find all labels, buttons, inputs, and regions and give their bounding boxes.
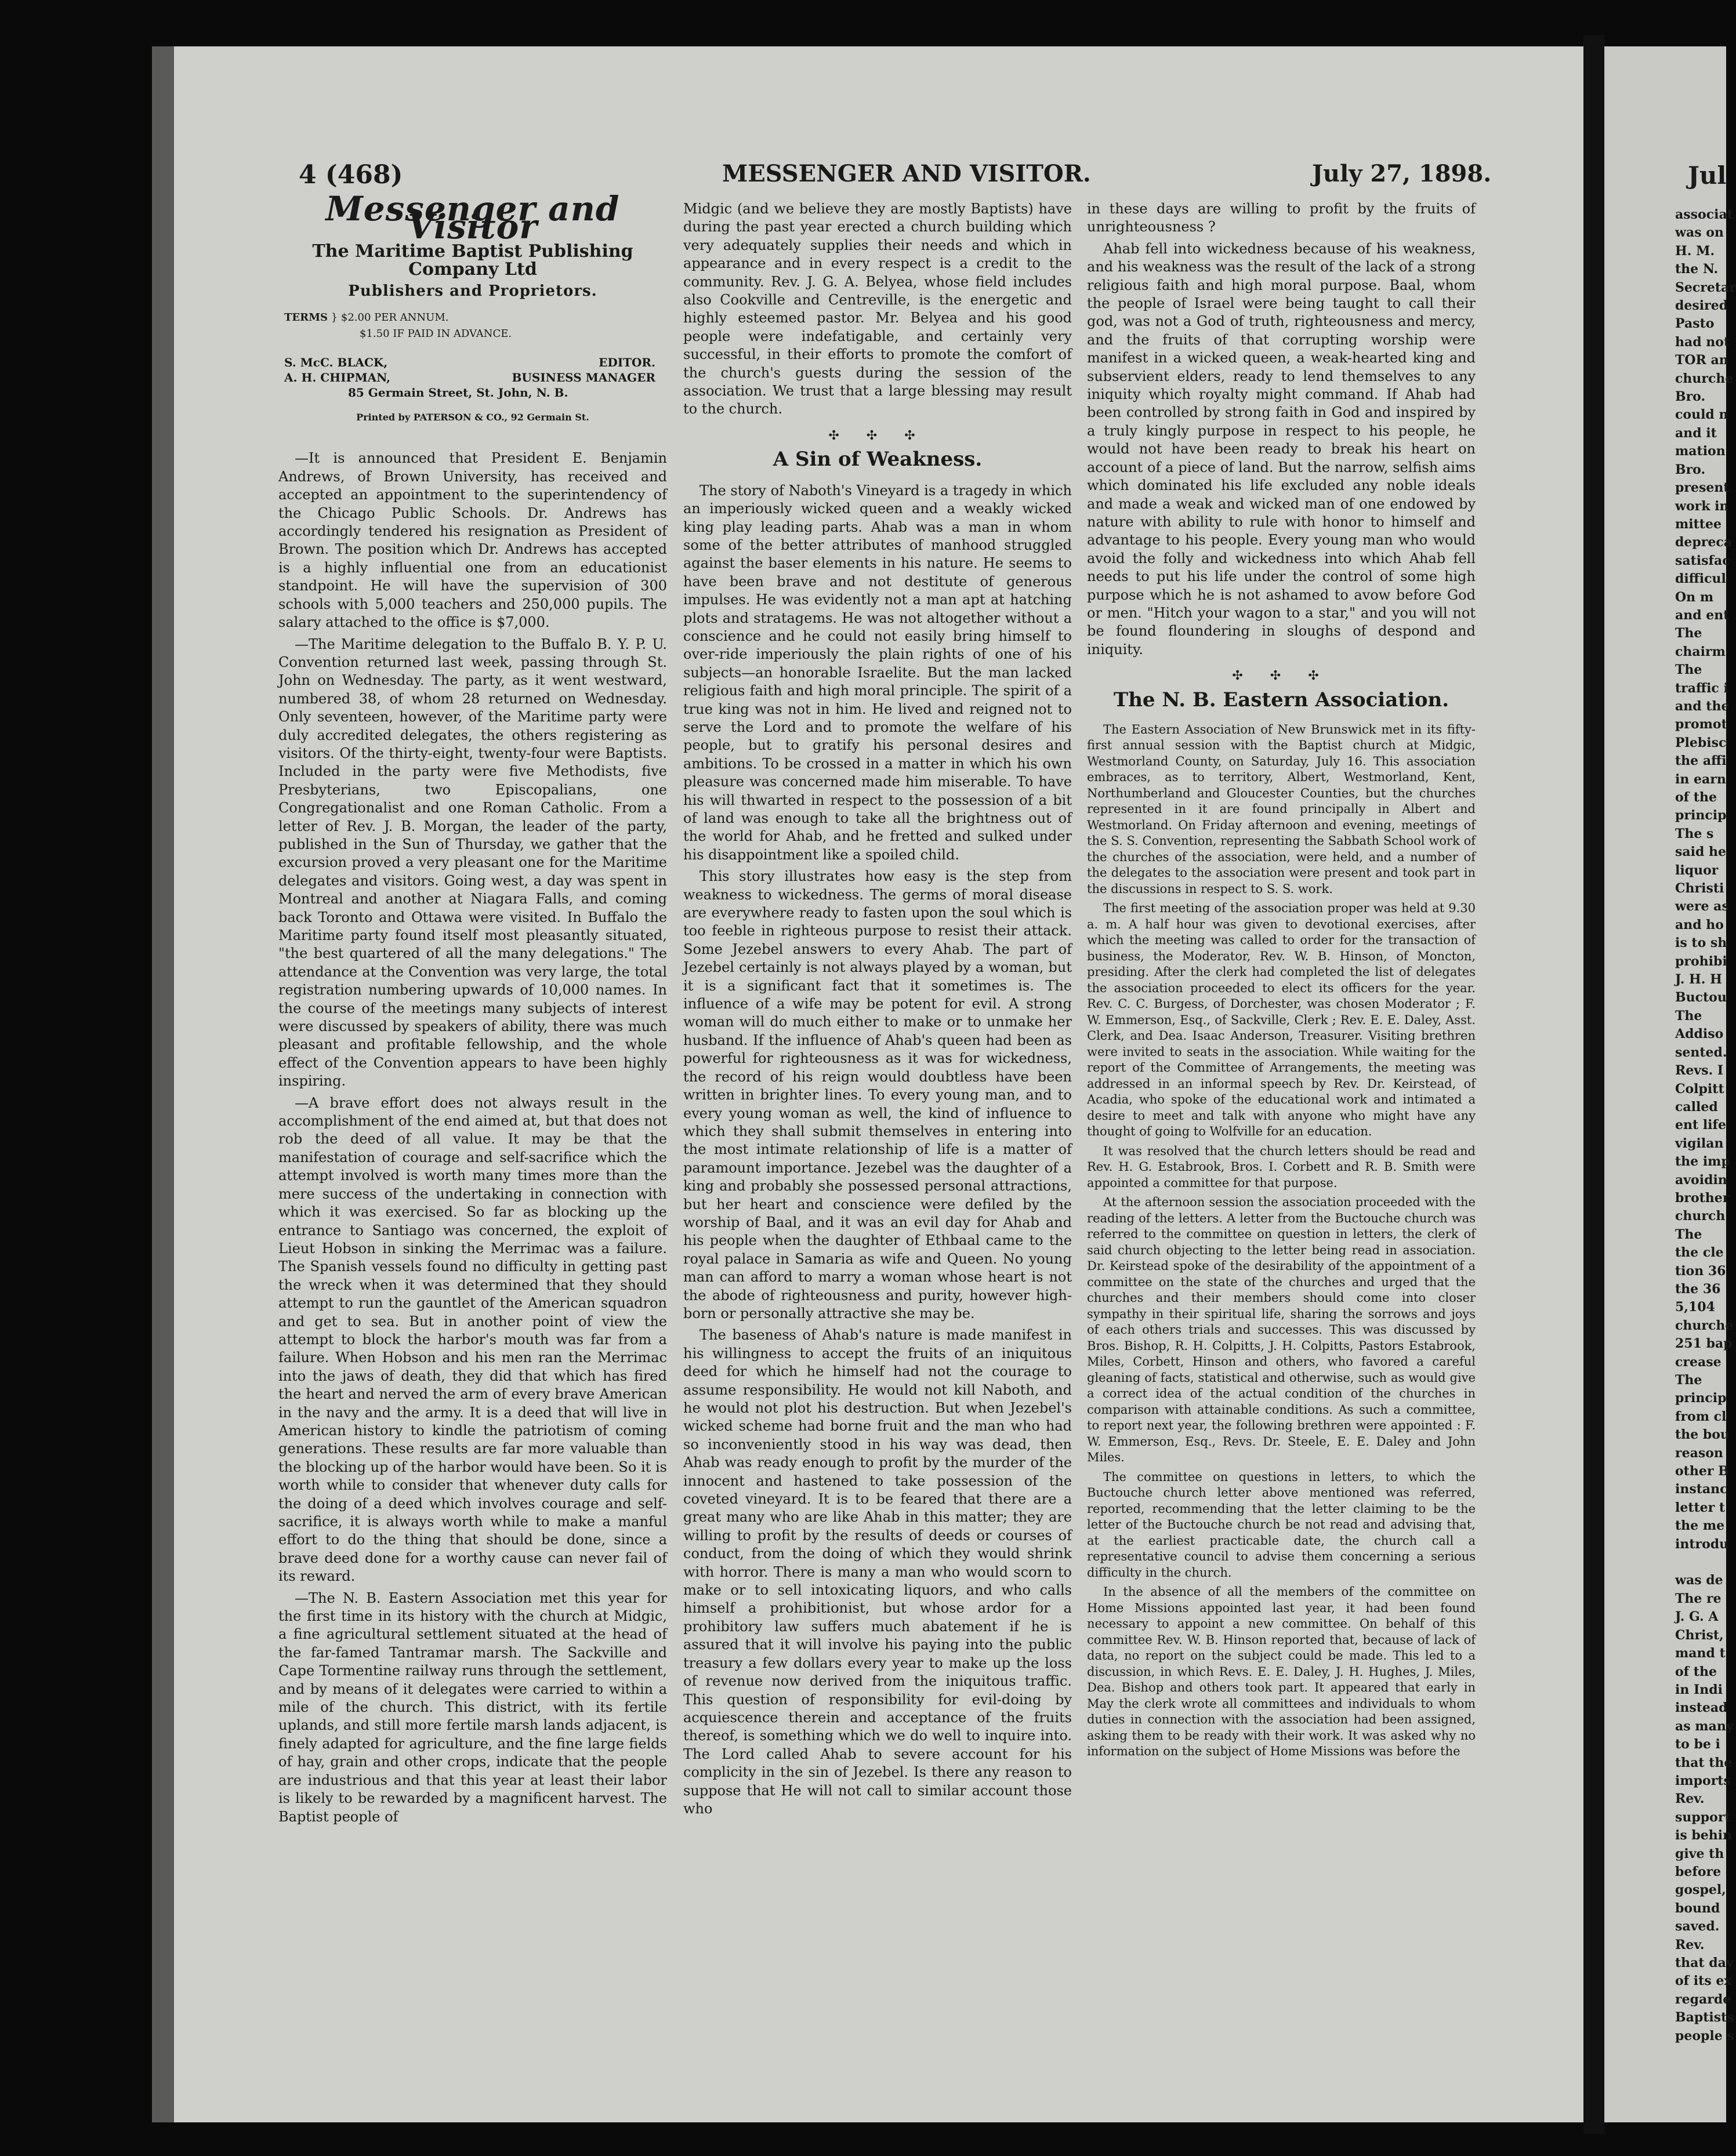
right-page-line: in Indi [1675, 1682, 1723, 1697]
paragraph: In the absence of all the members of the committee on Home Missions appointed last year, it had been found necessary to appoint a new committee. On behalf of this committee Rev. W. B. Hinson reported that, because of lack of data, no report on the subject could be made. This led to a discussion, in which Revs. E. E. Daley, J. H. Hughes, J. Miles, Dea. Bishop and others took part. It appeared that early in May the clerk wrote all committees and individuals to whom duties in connection with the association had been assigned, asking them to be ready with their work. It was asked why no information on the subject of Home Missions was before the [1087, 1585, 1476, 1759]
right-page-line: the 36 [1675, 1281, 1721, 1297]
right-page-line: Addiso [1675, 1026, 1724, 1042]
paragraph: The baseness of Ahab's nature is made manifest in his willingness to accept the fruits of an iniquitous deed for which he himself had not the courage to assume responsibility. He would not kill Naboth, and he would not plot his destruction. But when Jezebel's wicked scheme had borne fruit and the man who had so inconveniently stood in his way was dead, then Ahab was ready enough to profit by the murder of the innocent and hastened to take possession of the coveted vineyard. It is to be feared that there are a great many who are like Ahab in this matter; they are willing to profit by the results of deeds or courses of conduct, from the doing of which they would shrink with horror. There is many a man who would scorn to make or to sell intoxicating liquors, and who calls himself a prohibitionist, but whose ardor for a prohibitory law suffers much abatement if he is assured that it will involve his paying into the public treasury a few dollars every year to make up the loss of revenue now derived from the iniquitous traffic. This question of responsibility for evil-doing by acquiescence therein and acceptance of the fruits thereof, is something which we do well to inquire into. The Lord called Ahab to severe account for his complicity in the sin of Jezebel. Is there any reason to suppose that He will not call to similar account those who [683, 1327, 1072, 1817]
right-page-line: The s [1675, 826, 1714, 841]
right-page-line: that the [1675, 1755, 1733, 1770]
right-page-line: could n [1675, 407, 1728, 423]
masthead-title: Messenger and Visitor [325, 189, 620, 247]
right-page-line: called [1675, 1099, 1718, 1115]
right-page-line: Secretar [1675, 280, 1736, 295]
paragraph: —A brave effort does not always result in the accomplishment of the end aimed at, but that does not rob the deed of all value. It may be that the manifestation of courage and self-sacrifice which the attempt involved is worth many times more than the mere success of the undertaking in connection with which it was exercised. So far as blocking up the entrance to Santiago was concerned, the exploit of Lieut Hobson in sinking the Merrimac was a failure. The Spanish vessels found no difficulty in getting past the wreck when it was determined that they should attempt to run the gauntlet of the American squadron and get to sea. But in another point of view the attempt to block the harbor's mouth was far from a failure. When Hobson and his men ran the Merrimac into the jaws of death, they did that which has fired the heart and nerved the arm of every brave American in the navy and the army. It is a deed that will live in American history to kindle the patriotism of coming generations. These results are far more valuable than the blocking up of the harbor would have been. So it is worth while to consider that whenever duty calls for the doing of a deed which involves courage and self-sacrifice, it is always worth while to make a manful effort to do the thing that should be done, since a brave deed done for a worthy cause can never fail of its reward. [278, 1094, 667, 1585]
right-page-line: prohibi [1675, 953, 1727, 969]
right-page-line: was de [1675, 1573, 1723, 1588]
right-page-line: ent life [1675, 1117, 1726, 1133]
right-page-line: people s [1675, 2028, 1734, 2044]
right-page-line: Christ, [1675, 1627, 1724, 1643]
right-page-line: Plebisc [1675, 735, 1727, 750]
office-address: 85 Germain Street, St. John, N. B. [348, 386, 568, 400]
right-page-line: tion 36 [1675, 1263, 1726, 1279]
right-page-line: crease [1675, 1354, 1721, 1370]
right-page-line: of its ex [1675, 1973, 1732, 1989]
terms-label: TERMS [284, 311, 328, 324]
paragraph: At the afternoon session the association proceeded with the reading of the letters. A letter from the Buctouche church was referred to the committee on question in letters, the clerk of said church objecting to the letter being read in association. Dr. Keirstead spoke of the desirability of the appointment of a committee on the state of the churches and urged that the churches and their members should come into closer sympathy in their spiritual life, sharing the sorrows and joys of each others trials and successes. This was discussed by Bros. Bishop, R. H. Colpitts, J. H. Colpitts, Pastors Estabrook, Miles, Corbett, Hinson and others, who favored a careful gleaning of facts, statistical and otherwise, such as would give a correct idea of the actual condition of the churches in comparison with attainable conditions. As such a committee, to report next year, the following brethren were appointed : F. W. Emmerson, Esq., Revs. Dr. Steele, E. E. Daley and John Miles. [1087, 1195, 1476, 1465]
manager-name: A. H. CHIPMAN, [284, 371, 391, 385]
right-page-line: were as [1675, 899, 1729, 914]
page-number: 4 (468) [299, 160, 403, 190]
right-page-line: mand t [1675, 1646, 1726, 1661]
right-page-line: The [1675, 1008, 1702, 1023]
right-page-line: On m [1675, 589, 1714, 605]
right-page-line: other B [1675, 1464, 1729, 1479]
paragraph: The story of Naboth's Vineyard is a tragedy in which an imperiously wicked queen and a weakly wicked king play leading parts. Ahab was a man in whom some of the better attributes of manhood struggled against the baser elements in his nature. He seems to have been brave and not destitute of generous impulses. He was evidently not a man apt at hatching plots and stratagems. He was not altogether without a conscience and he could not easily bring himself to over-ride imperiously the plain rights of one of his subjects—an honorable Israelite. But the man lacked religious faith and high moral principle. The spirit of a true king was not in him. He lived and reigned not to serve the Lord and to promote the welfare of his people, but to gratify his personal desires and ambitions. To be crossed in a matter in which his own pleasure was concerned made him miserable. To have his will thwarted in respect to the possession of a bit of land was enough to take all the brightness out of the world for Ahab, and he fretted and sulked under his disappointment like a spoiled child. [683, 482, 1072, 863]
right-page-line: J. H. H [1675, 972, 1722, 988]
right-page-line: traffic i [1675, 680, 1728, 696]
right-page-line: mittee [1675, 516, 1721, 532]
right-page-line: letter t [1675, 1500, 1726, 1515]
right-page-line: princip [1675, 808, 1727, 823]
terms-line-2: $1.50 IF PAID IN ADVANCE. [360, 328, 512, 340]
right-page-line: present [1675, 480, 1730, 496]
paragraph: This story illustrates how easy is the step from weakness to wickedness. The germs of moral disease are everywhere ready to fasten upon the soul which is too feeble in righteous purpose to resist their attack. Some Jezebel answers to every Ahab. The part of Jezebel certainly is not always played by a woman, but it is a significant fact that it sometimes is. The influence of a wife may be potent for evil. A strong woman will do much either to make or to unmake her husband. If the influence of Ahab's queen had been as powerful for righteousness as it was for wickedness, the record of his reign would doubtless have been written in brighter lines. To every young man, and to every young woman as well, the kind of influence to which they shall submit themselves in entering into the most intimate relationship of life is a matter of paramount importance. Jezebel was the daughter of a king and probably she possessed personal attractions, but her heart and conscience were defiled by the worship of Baal, and it was an evil day for Ahab and his people when the daughter of Ethbaal came to the royal palace in Samaria as wife and Queen. No young man can afford to marry a woman whose heart is not the abode of righteousness and purity, however high-born or personally attractive she may be. [683, 868, 1072, 1322]
right-page-line: to be i [1675, 1737, 1720, 1752]
right-page-line: regarde [1675, 1991, 1731, 2007]
paragraph: The Eastern Association of New Brunswick met in its fifty-first annual session with the Baptist church at Midgic, Westmorland County, on Saturday, July 16. This association embraces, as to territory, Albert, Westmorland, Kent, Northumberland and Gloucester Counties, but the churches represented in it are found principally in Albert and Westmorland. On Friday afternoon and evening, meetings of the S. S. Convention, representing the Sabbath School work of the churches of the association, were held, and a number of the delegates to the association were present and took part in the discussions in respect to S. S. work. [1087, 722, 1476, 896]
paragraph: Midgic (and we believe they are mostly Baptists) have during the past year erected a church building which very adequately supplies their needs and which in appearance and in every respect is a credit to the community. Rev. J. G. A. Belyea, whose field includes also Cookville and Centreville, is the energetic and highly esteemed pastor. Mr. Belyea and his good people were indefatigable, and certainly very successful, in their efforts to promote the comfort of the church's guests during the session of the association. We trust that a large blessing may result to the church. [683, 201, 1072, 418]
publishers-line: Publishers and Proprietors. [348, 282, 597, 300]
right-page-line: that day [1675, 1955, 1734, 1970]
right-page-line: reason [1675, 1445, 1723, 1461]
right-page-line: introdu [1675, 1536, 1729, 1552]
right-page-line: before [1675, 1864, 1721, 1879]
right-page-line: Baptists [1675, 2010, 1734, 2026]
right-page-line: The [1675, 662, 1702, 678]
right-page-line: Buctou [1675, 990, 1727, 1006]
right-page-line: associat [1675, 207, 1733, 222]
column-1 [278, 189, 667, 1830]
right-page-line: churche [1675, 371, 1734, 386]
subscription-terms: TERMS } $2.00 PER ANNUM. $1.50 IF PAID IN ADVANCE. [284, 311, 512, 340]
right-page-line: imports [1675, 1773, 1731, 1788]
right-page-line: desired [1675, 298, 1728, 314]
article-headline: The N. B. Eastern Association. [1113, 688, 1449, 712]
editor-name: S. McC. BLACK, [284, 355, 388, 370]
paragraph: —It is announced that President E. Benjamin Andrews, of Brown University, has received and accepted an appointment to the superintendency of the Chicago Public Schools. Dr. Andrews has accordingly tendered his resignation as President of Brown. The position which Dr. Andrews has accepted is a highly influential one from an educationist standpoint. He will have the supervision of 300 schools with 5,000 teachers and 250,000 pupils. The salary attached to the office is $7,000. [278, 450, 667, 631]
column-3 [1087, 200, 1476, 1763]
section-ornament: ✣ ✣ ✣ [828, 428, 927, 443]
right-page-line: of the [1675, 1664, 1717, 1679]
right-page-line: Rev. [1675, 1937, 1705, 1952]
right-page-line: gospel, [1675, 1882, 1726, 1898]
right-page-line: Christi [1675, 881, 1724, 896]
paragraph: Ahab fell into wickedness because of his weakness, and his weakness was the result of the lack of a strong religious faith and high moral purpose. Baal, whom the people of Israel were being taught to call their god, was not a God of truth, righteousness and mercy, and the fruits of that corrupting worship were manifest in a wicked queen, a weak-hearted king and subservient elders, ready to lend themselves to any iniquity which royalty might command. If Ahab had been controlled by strong faith in God and inspired by a truly kingly purpose in respect to his people, he would not have been ready to break his heart on account of a piece of land. But the narrow, selfish aims which dominated his life excluded any noble ideals and made a weak and wicked man of one endowed by nature with ability to rule with honor to himself and advantage to his people. Every young man who would avoid the folly and wickedness into which Ahab fell needs to put his life under the control of some high purpose which he is not ashamed to avow before God or men. "Hitch your wagon to a star," and you will not be found floundering in sloughs of despond and iniquity. [1087, 240, 1476, 658]
paper-title: MESSENGER AND VISITOR. [722, 160, 1091, 187]
right-page-header: Jul [1688, 161, 1727, 190]
right-page-line: avoidin [1675, 1172, 1727, 1188]
paragraph: The committee on questions in letters, to which the Buctouche church letter above mentioned was referred, reported, recommending that the letter claiming to be the letter of the Buctouche church be not read and advising that, at the earliest practicable date, the church call a representative council to advise them concerning a serious difficulty in the church. [1087, 1469, 1476, 1580]
right-page-line: saved. [1675, 1919, 1720, 1934]
right-page-line: instead [1675, 1700, 1728, 1716]
right-page-line: TOR an [1675, 353, 1728, 368]
right-page-line: had not [1675, 334, 1730, 350]
right-page-line: and the [1675, 698, 1730, 714]
right-page-line: in earn [1675, 771, 1726, 787]
right-page-line: The re [1675, 1591, 1721, 1606]
paragraph: The first meeting of the association proper was held at 9.30 a. m. A half hour was given to devotional exercises, after which the meeting was called to order for the transaction of business, the Moderator, Rev. W. B. Hinson, of Moncton, presiding. After the clerk had completed the list of delegates the association proceeded to elect its officers for the year. Rev. C. C. Burgess, of Dorchester, was chosen Moderator ; F. W. Emmerson, Esq., of Sackville, Clerk ; Rev. E. E. Daley, Asst. Clerk, and Dea. Isaac Anderson, Treasurer. Visiting brethren were invited to seats in the association. While waiting for the report of the Committee of Arrangements, the meeting was addressed in an informal speech by Rev. Dr. Keirstead, of Acadia, who spoke of the educational work and intimated a desire to meet and talk with anyone who might have any thought of going to Wolfville for an education. [1087, 901, 1476, 1139]
right-page-line: the N. [1675, 262, 1719, 277]
section-ornament: ✣ ✣ ✣ [1232, 669, 1331, 684]
right-page-line: the cle [1675, 1245, 1724, 1261]
right-page-line: Rev. [1675, 1791, 1705, 1807]
right-page-line: churche [1675, 1317, 1734, 1333]
right-page-line: liquor [1675, 862, 1719, 878]
right-page-line: princip [1675, 1391, 1727, 1406]
right-page-line: Bro. [1675, 389, 1706, 405]
terms-line-1: $2.00 PER ANNUM. [340, 311, 449, 324]
article-headline: A Sin of Weakness. [773, 448, 983, 471]
right-page-line: instanc [1675, 1482, 1728, 1497]
right-page-line: give th [1675, 1846, 1724, 1861]
right-page-line: The [1675, 1373, 1702, 1388]
right-page-line: mation [1675, 444, 1726, 459]
right-page-line: is behin [1675, 1828, 1733, 1843]
paragraph: It was resolved that the church letters should be read and Rev. H. G. Estabrook, Bros. I. Corbett and R. B. Smith were appointed a committee for that purpose. [1087, 1144, 1476, 1190]
right-page-line: support [1675, 1809, 1731, 1825]
right-page-line: the bou [1675, 1427, 1730, 1443]
right-page-line: and ent [1675, 607, 1730, 623]
paragraph: —The Maritime delegation to the Buffalo B. Y. P. U. Convention returned last week, passing through St. John on Wednesday. The party, as it went westward, numbered 38, of whom 28 returned on Wednesday. Only seventeen, however, of the Maritime party were duly accredited delegates, the others registering as visitors. Of the thirty-eight, twenty-four were Baptists. Included in the party were five Methodists, five Presbyterians, two Episcopalians, one Congregationalist and one Roman Catholic. From a letter of Rev. J. B. Morgan, the leader of the party, published in the Sun of Thursday, we gather that the excursion proved a very pleasant one for the Maritime delegates and visitors. Going west, a day was spent in Montreal and another at Niagara Falls, and coming back Toronto and Ottawa were visited. In Buffalo the Maritime party found itself most pleasantly situated, "the best quartered of all the many delegations." The attendance at the Convention was very large, the total registration numbering upwards of 10,000 names. In the course of the meetings many subjects of interest were discussed by speakers of ability, there was much pleasant and profitable fellowship, and the whole effect of the Convention appears to have been highly inspiring. [278, 636, 667, 1090]
staff-list [284, 355, 667, 400]
paragraph: in these days are willing to profit by the fruits of unrighteousness ? [1087, 201, 1476, 235]
right-page-line: from cl [1675, 1409, 1727, 1424]
column-2 [683, 200, 1072, 1821]
manager-role: BUSINESS MANAGER [512, 371, 655, 385]
right-page-line: sented. [1675, 1044, 1727, 1060]
right-page-line: Revs. I [1675, 1063, 1724, 1079]
right-page-line: the me [1675, 1518, 1725, 1534]
right-page-line: The [1675, 626, 1702, 641]
book-spine [1583, 35, 1604, 2134]
right-page-line: as many [1675, 1718, 1734, 1734]
right-page-line: Colpitt [1675, 1081, 1724, 1097]
right-page-line: church [1675, 1208, 1726, 1224]
right-page-line: and it [1675, 425, 1717, 441]
issue-date: July 27, 1898. [1312, 160, 1492, 187]
right-page-line: J. G. A [1675, 1609, 1719, 1625]
right-page-line: of the [1675, 790, 1717, 805]
right-page-line [1675, 1554, 1733, 1571]
publisher-company: The Maritime Baptist Publishing Company Ltd [312, 241, 633, 280]
right-page-line: Bro. [1675, 462, 1706, 477]
paragraph: —The N. B. Eastern Association met this year for the first time in its history with the church at Midgic, a fine agricultural settlement situated at the head of the far-famed Tantramar marsh. The Sackville and Cape Tormentine railway runs through the settlement, and by means of it delegates were carried to within a mile of the church. This district, with its fertile uplands, and still more fertile marsh lands adjacent, is finely adapted for agriculture, and the fine large fields of hay, grain and other crops, indicate that the people are industrious and that this year at least their labor is likely to be rewarded by a magnificent harvest. The Baptist people of [278, 1589, 667, 1825]
right-page-line: 5,104 [1675, 1300, 1715, 1315]
right-page-line: difficul [1675, 571, 1726, 587]
right-page-line: chairm [1675, 644, 1726, 659]
editor-role: EDITOR. [599, 355, 655, 370]
right-page-line: promot [1675, 717, 1727, 732]
right-page-line: vigilan [1675, 1135, 1724, 1151]
right-page-line: the affi [1675, 753, 1727, 769]
right-page-line: was on [1675, 225, 1724, 241]
right-page-line: said he [1675, 844, 1727, 860]
right-page-line: 251 bap [1675, 1336, 1733, 1352]
right-page-line: and ho [1675, 917, 1724, 932]
right-page-line: The [1675, 1226, 1702, 1242]
right-page-line: the imp [1675, 1154, 1730, 1170]
right-page-line: work in [1675, 498, 1729, 514]
right-page-line: bound [1675, 1900, 1720, 1916]
right-page-line: depreca [1675, 535, 1733, 550]
right-page-line: satisfac [1675, 553, 1730, 568]
right-page-fragment [1675, 206, 1736, 2045]
right-page-line: Pasto [1675, 316, 1715, 332]
right-page-line: brother [1675, 1190, 1730, 1206]
right-page-line: H. M. [1675, 243, 1715, 259]
right-page-line: is to sh [1675, 935, 1727, 951]
printer-credit: Printed by PATERSON & CO., 92 Germain St. [356, 412, 589, 423]
